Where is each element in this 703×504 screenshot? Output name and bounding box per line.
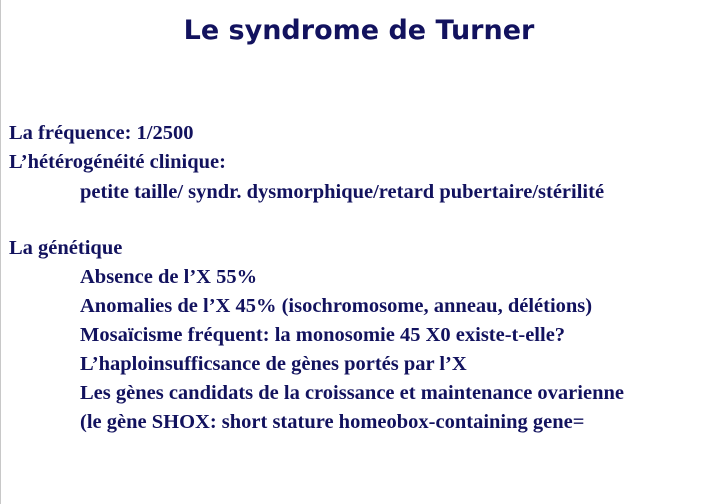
genetics-heading: La génétique bbox=[9, 237, 123, 259]
heterogeneity-detail: petite taille/ syndr. dysmorphique/retard pubertaire/stérilité bbox=[80, 181, 605, 203]
genetics-item-haploinsufficiency: L’haploinsufficsance de gènes portés par l’X bbox=[80, 353, 467, 375]
genetics-item-shox: (le gène SHOX: short stature homeobox-containing gene= bbox=[80, 411, 585, 433]
slide-title: Le syndrome de Turner bbox=[183, 15, 535, 46]
genetics-item-mosaicism: Mosaïcisme fréquent: la monosomie 45 X0 existe-t-elle? bbox=[80, 324, 566, 346]
genetics-item-candidate-genes: Les gènes candidats de la croissance et maintenance ovarienne bbox=[80, 382, 624, 404]
frequency-line: La fréquence: 1/2500 bbox=[9, 122, 194, 144]
heterogeneity-heading: L’hétérogénéité clinique: bbox=[9, 151, 226, 173]
genetics-item-anomalies: Anomalies de l’X 45% (isochromosome, anneau, délétions) bbox=[80, 295, 593, 317]
genetics-item-absence: Absence de l’X 55% bbox=[80, 266, 258, 288]
